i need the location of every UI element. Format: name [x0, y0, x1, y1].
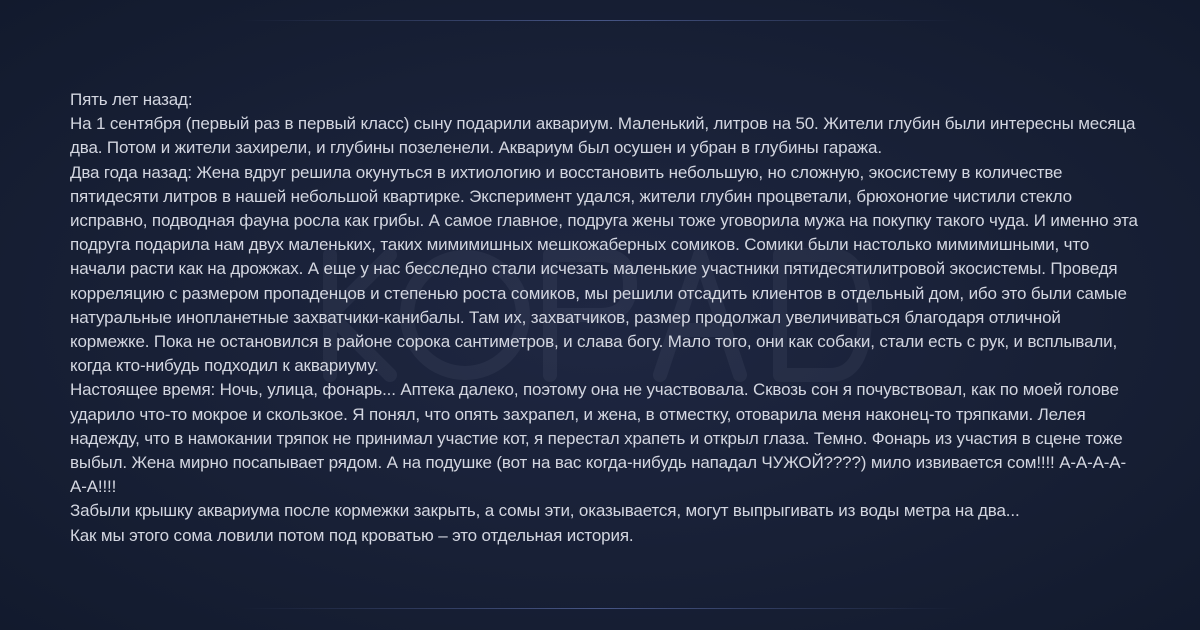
story-paragraph: Пять лет назад: [70, 90, 193, 109]
story-paragraph: Два года назад: Жена вдруг решила окунуться в ихтиологию и восстановить небольшую, но сложную, экосистему в количестве пятидесяти литров в нашей небольшой квартирке. Эксперимент удался, жители глубин процветали, брюхоногие чистили стекло исправно, подводная фауна росла как грибы. А самое главное, подруга жены тоже уговорила мужа на покупку такого чуда. И именно эта подруга подарила нам двух маленьких, таких мимимишных мешкожаберных сомиков. Сомики были настолько мимимишными, что начали расти как на дрожжах. А еще у нас бесследно стали исчезать маленькие участники пятидесятилитровой экосистемы. Проведя корреляцию с размером пропаденцов и степенью роста сомиков, мы решили отсадить клиентов в отдельный дом, ибо это были самые натуральные инопланетные захватчики-канибалы. Там их, захватчиков, размер продолжал увеличиваться благодаря отличной кормежке. Пока не остановился в районе сорока сантиметров, и слава богу. Мало того, они как собаки, стали есть с рук, и всплывали, когда кто-нибудь подходил к аквариуму. [70, 162, 1138, 376]
story-paragraph: Забыли крышку аквариума после кормежки закрыть, а сомы эти, оказывается, могут выпрыгивать из воды метра на два... [70, 501, 1020, 521]
top-divider [240, 20, 960, 21]
story-text [70, 88, 1140, 548]
story-paragraph: На 1 сентября (первый раз в первый класс) сыну подарили аквариум. Маленький, литров на 50. Жители глубин были интересны месяца два. Потом и жители захирели, и глубины позеленели. Аквариум был осушен и убран в глубины гаража. [70, 114, 1136, 158]
story-paragraph: Как мы этого сома ловили потом под кроватью – это отдельная история. [70, 525, 634, 545]
story-paragraph: Настоящее время: Ночь, улица, фонарь... Аптека далеко, поэтому она не участвовала. Сквозь сон я почувствовал, как по моей голове ударило что-то мокрое и скользкое. Я понял, что опять захрапел, и жена, в отместку, отоварила меня наконец-то тряпками. Лелея надежду, что в намокании тряпок не принимал участие кот, я перестал храпеть и открыл глаза. Темно. Фонарь из участия в сцене тоже выбыл. Жена мирно посапывает рядом. А на подушке (вот на вас когда-нибудь нападал ЧУЖОЙ????) мило извивается сом!!!! А-А-А-А-А-А!!!! [70, 380, 1127, 497]
bottom-divider [240, 608, 960, 609]
